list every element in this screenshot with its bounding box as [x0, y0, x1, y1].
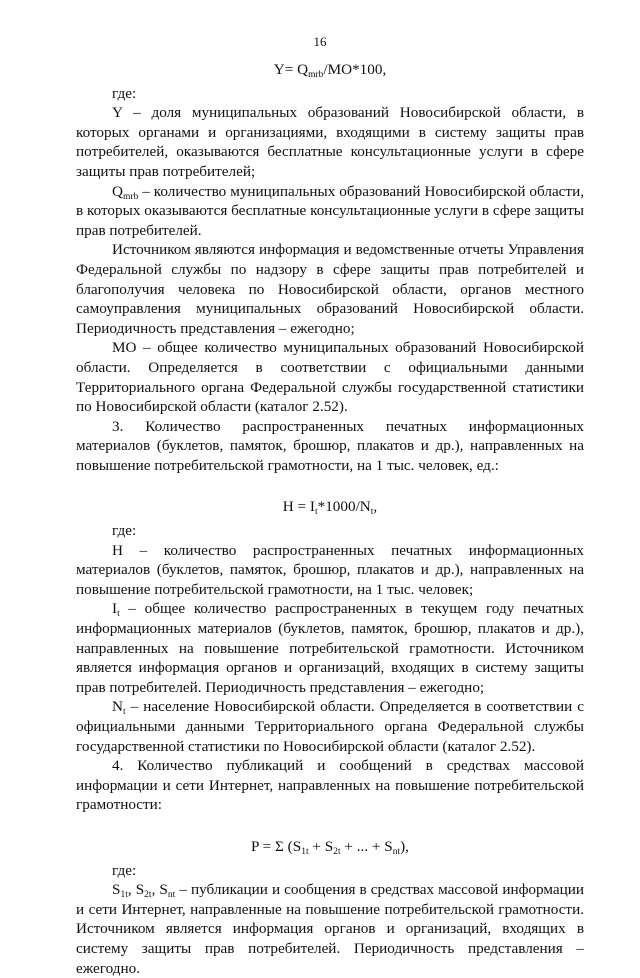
where-label: где:: [112, 522, 137, 540]
page-number: 16: [313, 34, 327, 49]
paragraph-mo-definition: МО – общее количество муниципальных образований Новосибирской области. Определяется в соответствии с официальными данными Территориального органа Федеральной службы государственной статистики по Новосибирской области (каталог 2.52).: [76, 339, 584, 416]
formula-p: P = Σ ($S_{1t} + S_{2t}$ + ... + $S_{nt}$),: [251, 837, 409, 857]
paragraph-source: Источником являются информация и ведомственные отчеты Управления Федеральной службы по надзору в сфере защиты прав потребителей и благополучия человека по Новосибирской области, органов местного самоуправления муниципальных образований Новосибирской области. Периодичность представления – ежегодно;: [76, 241, 584, 337]
where-label: где:: [112, 84, 137, 102]
where-label: где:: [112, 861, 137, 879]
paragraph-q-definition: $Q_{mrb}$ – количество муниципальных образований Новосибирской области, в которых оказываются бесплатные консультационные услуги в сфере защиты прав потребителей.: [76, 182, 584, 239]
paragraph-n-definition: $N_t$ – население Новосибирской области. Определяется в соответствии с официальными данными Территориального органа Федеральной службы государственной статистики по Новосибирской области (каталог 2.52).: [76, 698, 584, 755]
paragraph-h-definition: H – количество распространенных печатных информационных материалов (буклетов, памяток, брошюр, плакатов и др.), направленных на повышение потребительской грамотности, на 1 тыс. человек;: [76, 541, 584, 598]
paragraph-item-3: 3. Количество распространенных печатных информационных материалов (буклетов, памяток, брошюр, плакатов и др.), направленных на повышение потребительской грамотности, на 1 тыс. человек, ед.:: [76, 417, 584, 474]
paragraph-i-definition: $I_t$ – общее количество распространенных в текущем году печатных информационных материалов (буклетов, памяток, брошюр, плакатов и др.), направленных на повышение потребительской грамотности. Источником является информация органов и организаций, входящих в систему защиты прав потребителей. Периодичность представления – ежегодно;: [76, 600, 584, 696]
paragraph-s-definition: $S_{1t}$, $S_{2t}$, $S_{nt}$ – публикации и сообщения в средствах массовой информации и сети Интернет, направленные на повышение потребительской грамотности. Источником является информация органов и организаций, входящих в систему защиты прав потребителей. Периодичность представления – ежегодно.: [76, 881, 585, 977]
paragraph-item-4: 4. Количество публикаций и сообщений в средствах массовой информации и сети Интернет, направленных на повышение потребительской грамотности:: [76, 757, 584, 814]
formula-y: $Y= Q_{mrb}/MO*100$,: [273, 61, 387, 80]
paragraph-y-definition: Y – доля муниципальных образований Новосибирской области, в которых органами и организациями, входящими в систему защиты прав потребителей, оказываются бесплатные консультационные услуги в сфере защиты прав потребителей;: [76, 104, 584, 180]
formula-h: $H = I_t*1000/N_t$,: [282, 498, 378, 518]
document-body: [76, 54, 584, 978]
